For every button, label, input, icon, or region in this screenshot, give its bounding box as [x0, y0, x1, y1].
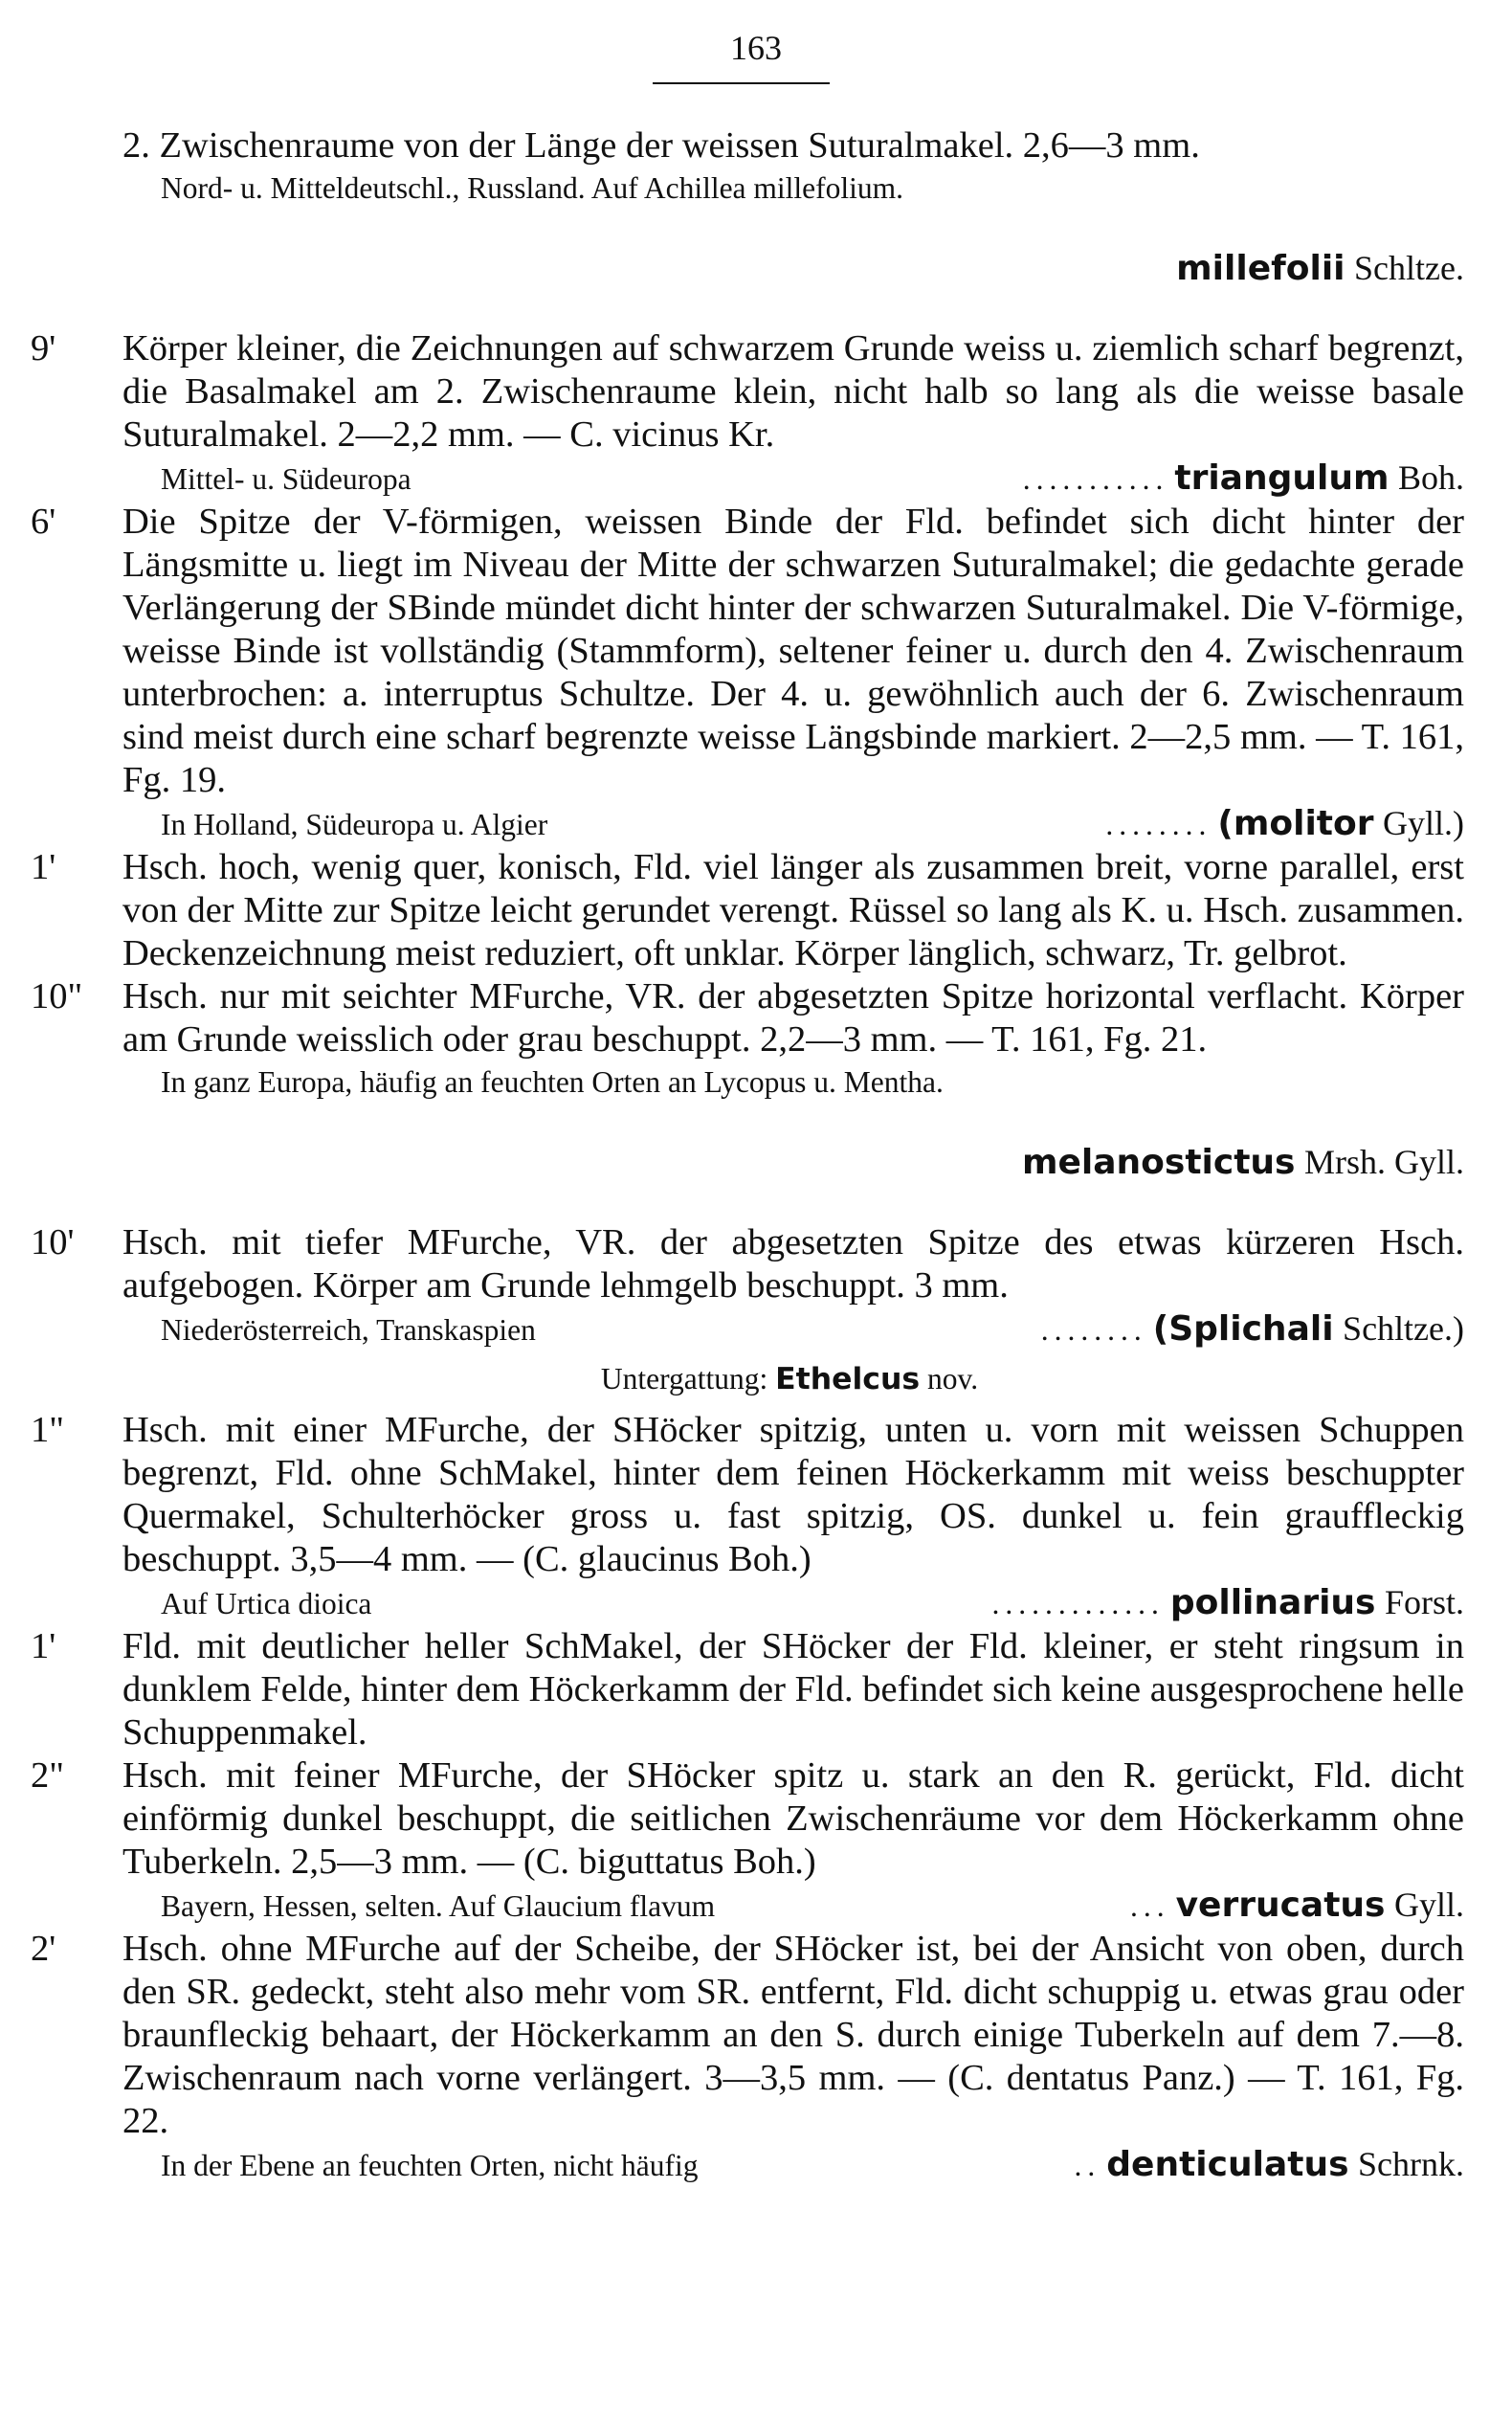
species-name: (Splichali	[1152, 1309, 1334, 1349]
locality-line: Nord- u. Mitteldeutschl., Russland. Auf Achillea millefolium.	[161, 171, 904, 205]
locality-line: In ganz Europa, häufig an feuchten Orten an Lycopus u. Mentha.	[161, 1065, 944, 1099]
couplet-number: 6'	[31, 502, 56, 542]
leader-dots: ........	[1040, 1313, 1147, 1347]
subgenus-heading: Untergattung: Ethelcus nov.	[600, 1362, 979, 1396]
key-entry: 2' Hsch. ohne MFurche auf der Scheibe, der SHöcker ist, bei der Ansicht von oben, durch den SR. gedeckt, steht also mehr vom SR. entfernt, Fld. dicht schuppig u. etwas grau oder braunfleckig behaart, der Höckerkamm an den S. durch einige Tuberkeln auf dem 7.—8. Zwischenraum nach vorne verlängert. 3—3,5 mm. — (C. dentatus Panz.) — T. 161, Fg. 22.	[31, 1929, 1464, 2141]
locality-line: Niederösterreich, Transkaspien ........ (Splichali Schltze.)	[115, 1307, 1464, 1351]
leader-dots: ...........	[1022, 462, 1169, 496]
species-author: Schltze.	[1354, 249, 1464, 287]
locality-line: In der Ebene an feuchten Orten, nicht häufig .. denticulatus Schrnk.	[115, 2143, 1464, 2187]
locality-line: Bayern, Hessen, selten. Auf Glaucium flavum ... verrucatus Gyll.	[115, 1884, 1464, 1928]
species-name: (molitor	[1217, 804, 1374, 843]
locality-line: Mittel- u. Südeuropa ........... triangulum Boh.	[115, 457, 1464, 501]
species-line	[115, 246, 1464, 291]
page-number: 163	[730, 29, 782, 67]
species-author: Boh.	[1397, 458, 1464, 497]
species-name: millefolii	[1176, 249, 1345, 288]
key-entry: 2. Zwischenraume von der Länge der weissen Suturalmakel. 2,6—3 mm.	[122, 125, 1200, 166]
leader-dots: ........	[1105, 808, 1212, 841]
key-entry: 1" Hsch. mit einer MFurche, der SHöcker spitzig, unten u. vorn mit weissen Schuppen begrenzt, Fld. ohne SchMakel, hinter dem feinen Höckerkamm mit weiss beschuppter Quermakel, Schulterhöcker gross u. fast spitzig, OS. dunkel u. fein grauffleckig beschuppt. 3,5—4 mm. — (C. glaucinus Boh.)	[31, 1410, 1464, 1579]
species-name: denticulatus	[1106, 2145, 1349, 2184]
key-entry: 9' Körper kleiner, die Zeichnungen auf schwarzem Grunde weiss u. ziemlich scharf begrenzt, die Basalmakel am 2. Zwischenraume klein, nicht halb so lang als die weisse basale Suturalmakel. 2—2,2 mm. — C. vicinus Kr.	[31, 328, 1464, 455]
leader-dots: ..	[1074, 2149, 1101, 2182]
couplet-number: 1"	[31, 1410, 64, 1450]
species-author: Gyll.	[1393, 1886, 1464, 1924]
key-entry: 6' Die Spitze der V-förmigen, weissen Binde der Fld. befindet sich dicht hinter der Längsmitte u. liegt im Niveau der Mitte der schwarzen Suturalmakel; die gedachte gerade Verlängerung der SBinde mündet dicht hinter der schwarzen Suturalmakel. Die V-förmige, weisse Binde ist vollständig (Stammform), seltener feiner u. durch den 4. Zwischenraum unterbrochen: a. interruptus Schultze. Der 4. u. gewöhnlich auch der 6. Zwischenraum sind meist durch eine scharf begrenzte weisse Längsbinde markiert. 2—2,5 mm. — T. 161, Fg. 19.	[31, 502, 1464, 800]
couplet-number: 2"	[31, 1755, 64, 1796]
couplet-number: 9'	[31, 328, 56, 368]
leader-dots: .............	[991, 1587, 1165, 1620]
species-author: Forst.	[1384, 1583, 1464, 1621]
key-entry: 1' Hsch. hoch, wenig quer, konisch, Fld. viel länger als zusammen breit, vorne parallel, erst von der Mitte zur Spitze leicht gerundet verengt. Rüssel so lang als K. u. Hsch. zusammen. Deckenzeichnung meist reduziert, oft unklar. Körper länglich, schwarz, Tr. gelbrot.	[31, 847, 1464, 973]
key-entry: 10" Hsch. nur mit seichter MFurche, VR. der abgesetzten Spitze horizontal verflacht. Körper am Grunde weisslich oder grau beschuppt. 2,2—3 mm. — T. 161, Fg. 21.	[31, 976, 1464, 1060]
key-entry: 10' Hsch. mit tiefer MFurche, VR. der abgesetzten Spitze des etwas kürzeren Hsch. aufgebogen. Körper am Grunde lehmgelb beschuppt. 3 mm.	[31, 1222, 1464, 1306]
species-author: Gyll.)	[1383, 804, 1464, 842]
key-text	[31, 124, 1464, 2187]
key-entry: 1' Fld. mit deutlicher heller SchMakel, der SHöcker der Fld. kleiner, er steht ringsum in dunklem Felde, hinter dem Höckerkamm der Fld. befindet sich keine ausgesprochene helle Schuppenmakel.	[31, 1626, 1464, 1753]
subgenus-name: Ethelcus	[775, 1362, 921, 1396]
couplet-number: 1'	[31, 847, 56, 887]
species-name: pollinarius	[1169, 1583, 1376, 1622]
locality-line: In Holland, Südeuropa u. Algier ........ (molitor Gyll.)	[115, 802, 1464, 846]
species-name: triangulum	[1174, 458, 1390, 498]
key-entry: 2" Hsch. mit feiner MFurche, der SHöcker spitz u. stark an den R. gerückt, Fld. dicht einförmig dunkel beschuppt, die seitlichen Zwischenräume vor dem Höckerkamm ohne Tuberkeln. 2,5—3 mm. — (C. biguttatus Boh.)	[31, 1755, 1464, 1882]
species-line	[115, 1140, 1464, 1185]
species-author: Schrnk.	[1358, 2145, 1464, 2183]
header-rule	[653, 82, 830, 84]
locality-line: Auf Urtica dioica ............. pollinarius Forst.	[115, 1581, 1464, 1625]
couplet-number: 10'	[31, 1222, 75, 1262]
couplet-number: 10"	[31, 976, 83, 1016]
couplet-number: 2'	[31, 1929, 56, 1969]
couplet-number: 1'	[31, 1626, 56, 1666]
species-author: Schltze.)	[1343, 1309, 1464, 1348]
species-name: verrucatus	[1175, 1886, 1386, 1925]
species-name: melanostictus	[1021, 1143, 1296, 1182]
leader-dots: ...	[1129, 1889, 1170, 1923]
species-author: Mrsh. Gyll.	[1303, 1143, 1464, 1181]
